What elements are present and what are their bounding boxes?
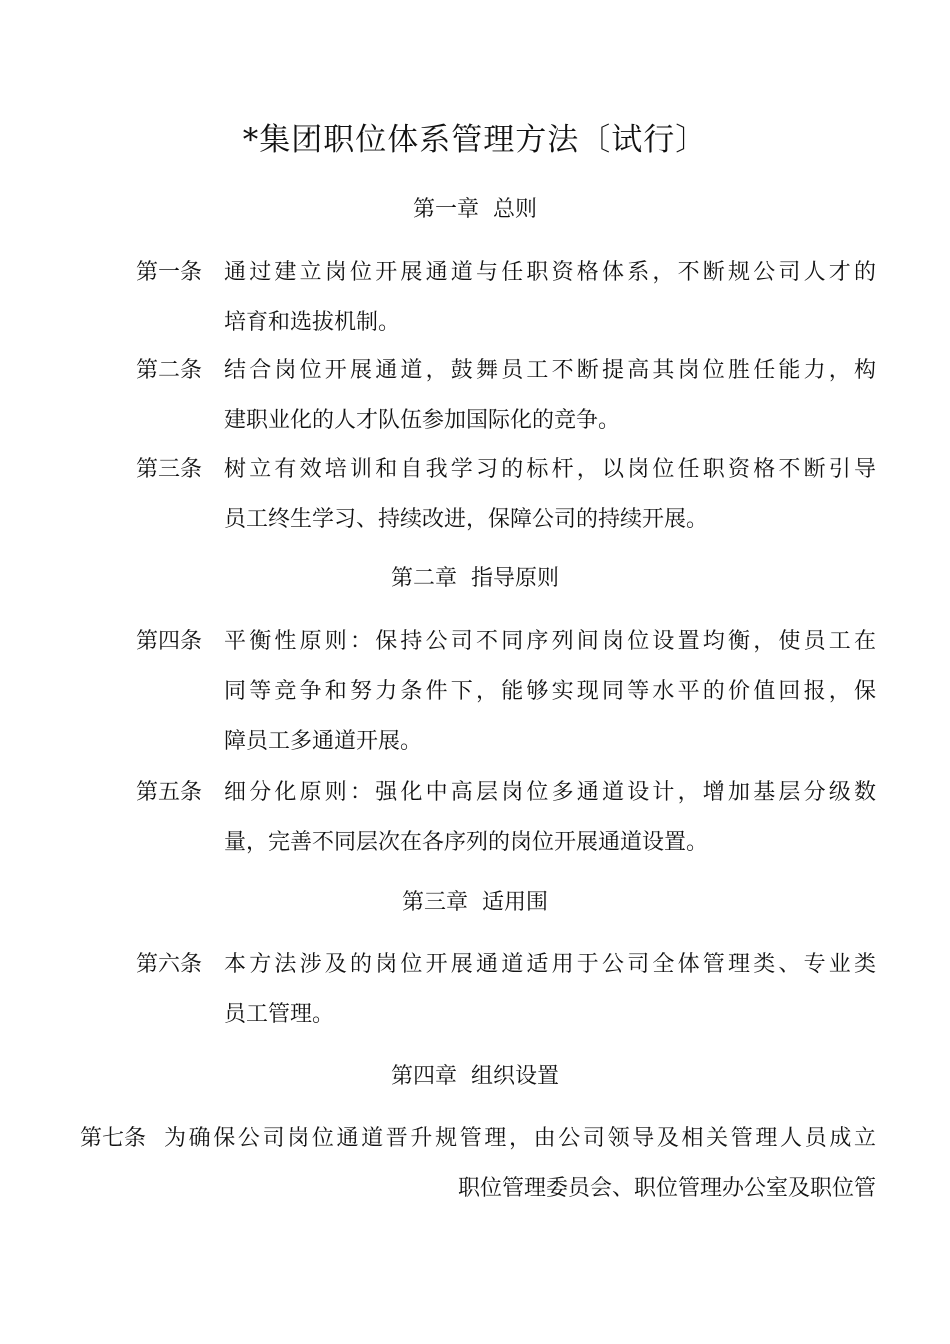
article-label: 第五条 xyxy=(136,780,203,805)
chapter-number: 第四章 xyxy=(390,1064,457,1089)
article xyxy=(136,445,876,545)
chapter-number: 第一章 xyxy=(412,197,479,222)
article-line: 量，完善不同层次在各序列的岗位开展通道设置。 xyxy=(224,830,709,855)
article-label: 第七条 xyxy=(80,1126,147,1151)
article-line: 同等竞争和努力条件下，能够实现同等水平的价值回报，保 xyxy=(224,679,876,704)
article-line: 树立有效培训和自我学习的标杆，以岗位任职资格不断引导 xyxy=(224,457,876,482)
article-label: 第六条 xyxy=(136,952,203,977)
chapter-number: 第三章 xyxy=(401,890,468,915)
article-line: 为确保公司岗位通道晋升规管理，由公司领导及相关管理人员成立 xyxy=(164,1126,876,1151)
article-line: 职位管理委员会、职位管理办公室及职位管 xyxy=(457,1176,876,1201)
article-line: 障员工多通道开展。 xyxy=(224,729,423,754)
article-line: 通过建立岗位开展通道与任职资格体系，不断规公司人才的 xyxy=(224,260,876,285)
article xyxy=(136,940,876,1040)
article-line: 员工管理。 xyxy=(224,1002,335,1027)
chapter-name: 适用围 xyxy=(482,890,549,915)
chapter-name: 组织设置 xyxy=(471,1064,560,1089)
article-line: 培育和选拔机制。 xyxy=(224,310,401,335)
article-line: 本方法涉及的岗位开展通道适用于公司全体管理类、专业类 xyxy=(224,952,876,977)
article xyxy=(136,768,876,868)
article-line: 平衡性原则：保持公司不同序列间岗位设置均衡，使员工在 xyxy=(224,629,876,654)
chapter-name: 指导原则 xyxy=(471,566,560,591)
article-label: 第四条 xyxy=(136,629,203,654)
chapter-heading xyxy=(0,1062,950,1092)
article xyxy=(136,346,876,446)
chapter-number: 第二章 xyxy=(390,566,457,591)
article-label: 第一条 xyxy=(136,260,203,285)
chapter-heading xyxy=(0,195,950,225)
chapter-heading xyxy=(0,888,950,918)
document-title: *集团职位体系管理方法〔试行〕 xyxy=(242,122,708,158)
chapter-heading xyxy=(0,564,950,594)
article-label: 第三条 xyxy=(136,457,203,482)
article xyxy=(136,617,876,767)
article-line: 员工终生学习、持续改进，保障公司的持续开展。 xyxy=(224,507,709,532)
article xyxy=(136,248,876,348)
article xyxy=(80,1114,876,1214)
chapter-name: 总则 xyxy=(493,197,538,222)
article-line: 细分化原则：强化中高层岗位多通道设计，增加基层分级数 xyxy=(224,780,876,805)
article-line: 结合岗位开展通道，鼓舞员工不断提高其岗位胜任能力，构 xyxy=(224,358,876,383)
article-label: 第二条 xyxy=(136,358,203,383)
article-line: 建职业化的人才队伍参加国际化的竞争。 xyxy=(224,408,621,433)
